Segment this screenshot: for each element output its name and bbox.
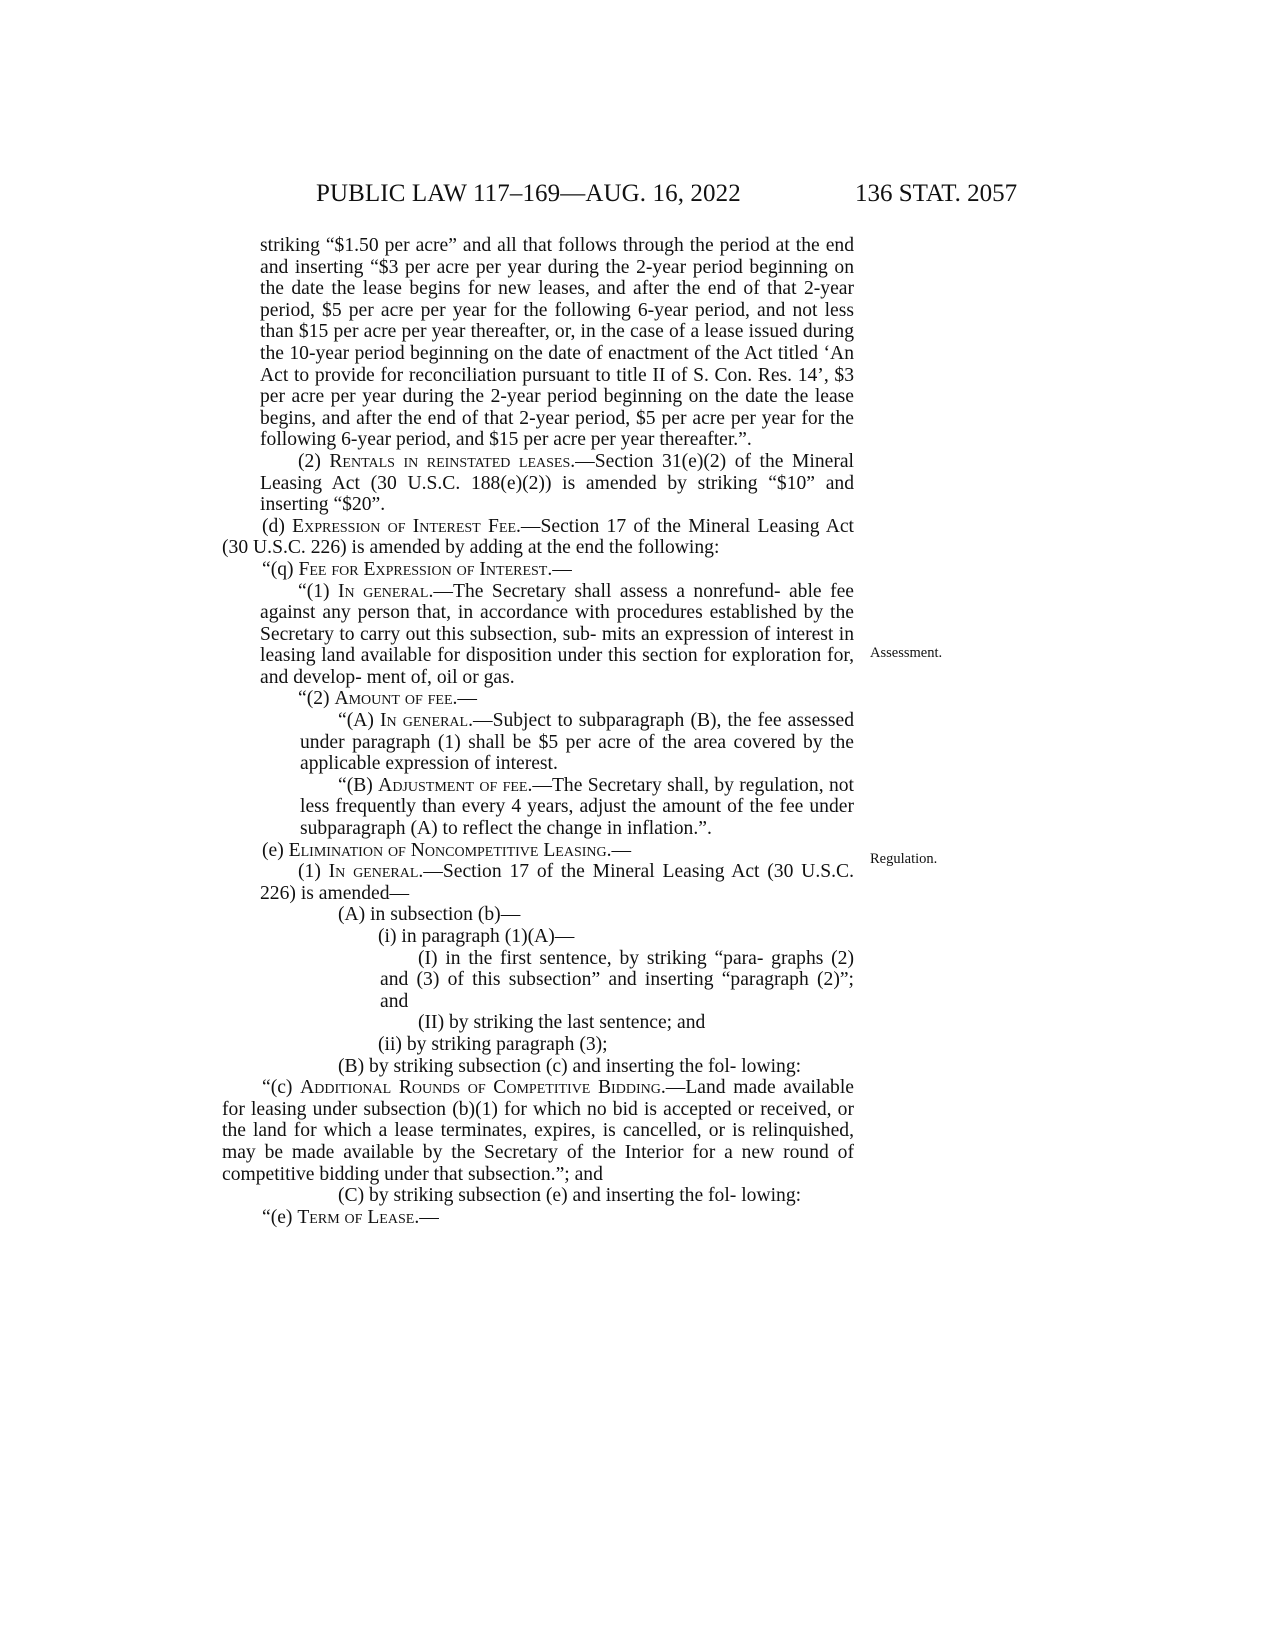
paragraph-c-additional-rounds: [222, 1077, 854, 1185]
paragraph-text: .—: [452, 688, 478, 710]
paragraph-heading: Expression of Interest Fee: [292, 515, 517, 537]
paragraph-number: “(1): [298, 580, 339, 602]
paragraph-rentals-reinstated: [222, 451, 854, 516]
paragraph-heading: Fee for Expression of Interest: [298, 558, 548, 580]
paragraph-continuation: [222, 235, 854, 451]
paragraph-q1-general: [222, 581, 854, 689]
paragraph-heading: In general: [380, 710, 469, 732]
paragraph-heading: Adjustment of fee: [378, 774, 528, 796]
paragraph-number: “(B): [338, 774, 379, 796]
paragraph-fee-q: [222, 559, 854, 581]
paragraph-number: “(2): [298, 688, 335, 710]
paragraph-text: .—Section 17 of the Mineral Leasing Act (30 U.S.C. 226) is amended—: [260, 861, 854, 904]
paragraph-e1a-i: [222, 926, 854, 948]
paragraph-q2b-adjustment: [222, 775, 854, 840]
paragraph-expression-fee: [222, 516, 854, 559]
paragraph-number: “(q): [262, 558, 299, 580]
paragraph-number: “(c): [262, 1077, 301, 1099]
paragraph-heading: Additional Rounds of Competitive Bidding: [300, 1077, 661, 1099]
paragraph-heading: Elimination of Noncompetitive Leasing: [288, 839, 607, 861]
paragraph-number: (d): [262, 515, 293, 537]
paragraph-text: .—: [547, 558, 572, 580]
paragraph-heading: Term of Lease: [297, 1206, 415, 1228]
paragraph-text: striking “$1.50 per acre” and all that follows through the period at the end and inserting “$3 per acre per year during the 2-year period beginning on the date the lease begins for new leases, and after the end of that 2-year period, $5 per acre per year for the following 6-year period, and not less than $15 per acre per year thereafter, or, in the case of a lease issued during the 10-year period beginning on the date of enactment of the Act titled ‘An Act to provide for reconciliation pursuant to title II of S. Con. Res. 14’, $3 per acre per year during the 2-year period beginning on the date the lease begins, and after the end of that 2-year period, $5 per acre per year for the following 6-year period, and $15 per acre per year thereafter.”.: [260, 235, 854, 451]
paragraph-heading: Rentals in reinstated leases: [329, 450, 571, 472]
paragraph-number: (2): [298, 450, 330, 472]
margin-note-regulation: Regulation.: [870, 851, 938, 867]
paragraph-e-elimination: [222, 840, 854, 862]
paragraph-number: “(A): [338, 710, 380, 732]
paragraph-text: (II) by striking the last sentence; and: [418, 1012, 706, 1034]
page-header: [0, 180, 1275, 214]
paragraph-e1a-ii: [222, 1034, 854, 1056]
statute-page-number: 136 STAT. 2057: [855, 180, 1018, 207]
margin-note-assessment: Assessment.: [870, 645, 943, 661]
paragraph-e1a-i-II: [222, 1012, 854, 1034]
paragraph-e1b: [222, 1056, 854, 1078]
paragraph-text: .—Subject to subparagraph (B), the fee assessed under paragraph (1) shall be $5 per acre of the area covered by the applicable expression of interest.: [300, 710, 855, 775]
paragraph-text: .—Section 31(e)(2) of the Mineral Leasing Act (30 U.S.C. 188(e)(2)) is amended by striking “$10” and inserting “$20”.: [260, 450, 854, 516]
paragraph-number: (1): [298, 861, 329, 883]
paragraph-text: (i) in paragraph (1)(A)—: [378, 926, 575, 947]
paragraph-e-term: [222, 1207, 854, 1229]
paragraph-e1-general: [222, 861, 854, 904]
paragraph-text: .—Land made available for leasing under subsection (b)(1) for which no bid is accepted or received, or the land for which a lease terminates, expires, is cancelled, or is relinquished, may be made available by the Secretary of the Interior for a new round of competitive bidding under that subsection.”; and: [222, 1077, 854, 1185]
paragraph-text: .—: [414, 1206, 439, 1228]
paragraph-text: (ii) by striking paragraph (3);: [378, 1033, 608, 1055]
document-body: [222, 235, 854, 1228]
page-title: PUBLIC LAW 117–169—AUG. 16, 2022: [316, 180, 741, 207]
paragraph-heading: In general: [328, 861, 419, 883]
paragraph-text: (B) by striking subsection (c) and inserting the fol- lowing:: [338, 1055, 802, 1077]
paragraph-number: (e): [262, 839, 289, 861]
paragraph-e1a: [222, 904, 854, 926]
paragraph-text: .—: [606, 839, 632, 861]
paragraph-e1c: [222, 1185, 854, 1207]
paragraph-text: .—The Secretary shall, by regulation, not less frequently than every 4 years, adjust the amount of the fee under subparagraph (A) to reflect the change in inflation.”.: [300, 774, 854, 840]
paragraph-text: (A) in subsection (b)—: [338, 904, 521, 926]
paragraph-q2a-general: [222, 710, 854, 775]
paragraph-e1a-i-I: [222, 948, 854, 1013]
paragraph-heading: In general: [338, 580, 429, 602]
paragraph-number: “(e): [262, 1206, 298, 1228]
paragraph-text: .—The Secretary shall assess a nonrefund- able fee against any person that, in accordance with procedures established by the Secretary to carry out this subsection, sub- mits an expression of interest in leasing land available for disposition under this section for exploration for, and develop- ment of, oil or gas.: [260, 580, 854, 688]
paragraph-text: (I) in the first sentence, by striking “para- graphs (2) and (3) of this subsection” and inserting “paragraph (2)”; and: [380, 947, 854, 1012]
paragraph-text: (C) by striking subsection (e) and inserting the fol- lowing:: [338, 1185, 802, 1207]
paragraph-q2-amount: [222, 688, 854, 710]
paragraph-heading: Amount of fee: [334, 688, 453, 710]
paragraph-text: .—Section 17 of the Mineral Leasing Act (30 U.S.C. 226) is amended by adding at the end the following:: [222, 515, 855, 559]
